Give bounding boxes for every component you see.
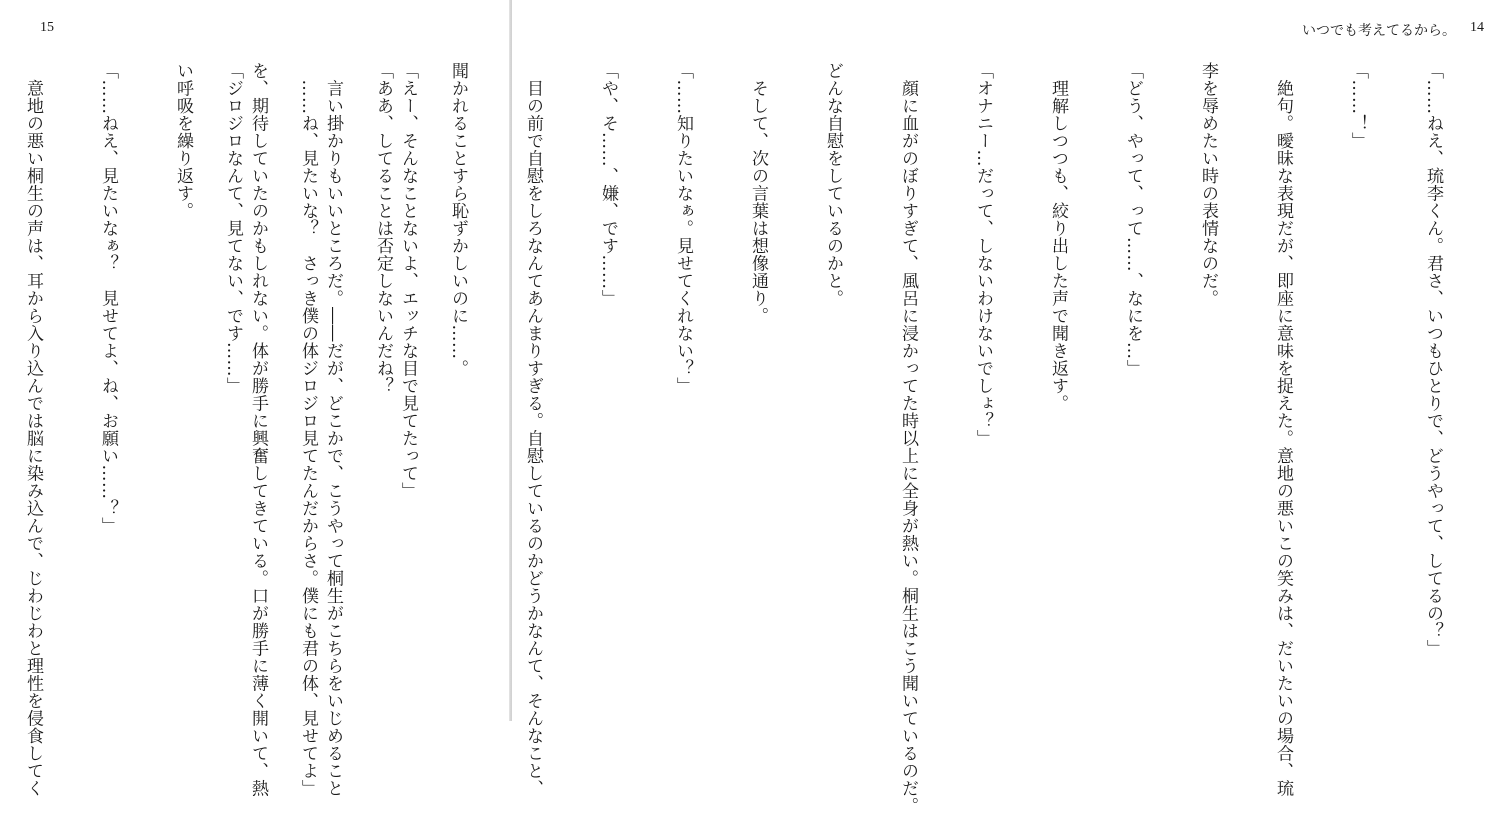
running-head: いつでも考えてるから。 bbox=[1302, 23, 1456, 39]
text-line: どんな自慰をしているのかと。 bbox=[823, 62, 843, 307]
text-line: 「や、そ……、嫌、です……」 bbox=[598, 62, 618, 307]
text-line: 「……！」 bbox=[1348, 62, 1368, 150]
page-number-left: 15 bbox=[40, 20, 54, 35]
text-line: そして、次の言葉は想像通り。 bbox=[748, 62, 768, 325]
text-line: 「ジロジロなんて、見てない、です……」 bbox=[223, 62, 243, 395]
text-line: 李を辱めたい時の表情なのだ。 bbox=[1198, 62, 1218, 307]
text-line: ……ね、見たいな？ さっき僕の体ジロジロ見てたんだからさ。僕にも君の体、見せてよ」 bbox=[298, 62, 318, 797]
text-line: 理解しつつも、絞り出した声で聞き返す。 bbox=[1048, 62, 1068, 412]
text-line: 意地の悪い桐生の声は、耳から入り込んでは脳に染み込んで、じわじわと理性を侵食してく bbox=[23, 62, 43, 797]
text-line: 絶句。曖昧な表現だが、即座に意味を捉えた。意地の悪いこの笑みは、だいたいの場合、琉 bbox=[1273, 62, 1293, 797]
text-line: 目の前で自慰をしろなんてあんまりすぎる。自慰しているのかどうかなんて、そんなこと、 bbox=[523, 62, 543, 797]
page-number-right: 14 bbox=[1470, 20, 1484, 35]
text-line: い呼吸を繰り返す。 bbox=[173, 62, 193, 220]
text-line: 「オナニー…だって、しないわけないでしょ？」 bbox=[973, 62, 993, 447]
text-line: 「ああ、してることは否定しないんだね？ bbox=[373, 62, 393, 395]
text-line: 「……ねえ、見たいなぁ？ 見せてよ、ね、お願い……？」 bbox=[98, 62, 118, 535]
text-line: 顔に血がのぼりすぎて、風呂に浸かってた時以上に全身が熱い。桐生はこう聞いているのだ。 bbox=[898, 62, 918, 815]
text-line: 聞かれることすら恥ずかしいのに……。 bbox=[448, 62, 468, 377]
text-line: 「……ねえ、琉李くん。君さ、いつもひとりで、どうやって、してるの？」 bbox=[1423, 62, 1443, 657]
text-line: 「どう、やって、って……、なにを…」 bbox=[1123, 62, 1143, 377]
text-line: 言い掛かりもいいところだ。――だが、どこかで、こうやって桐生がこちらをいじめること bbox=[323, 62, 343, 797]
text-line: 「……知りたいなぁ。見せてくれない？」 bbox=[673, 62, 693, 395]
text-line: を、期待していたのかもしれない。体が勝手に興奮してきている。口が勝手に薄く開いて、熱 bbox=[248, 62, 268, 797]
text-line: 「えー、そんなことないよ、エッチな目で見てたって」 bbox=[398, 62, 418, 500]
